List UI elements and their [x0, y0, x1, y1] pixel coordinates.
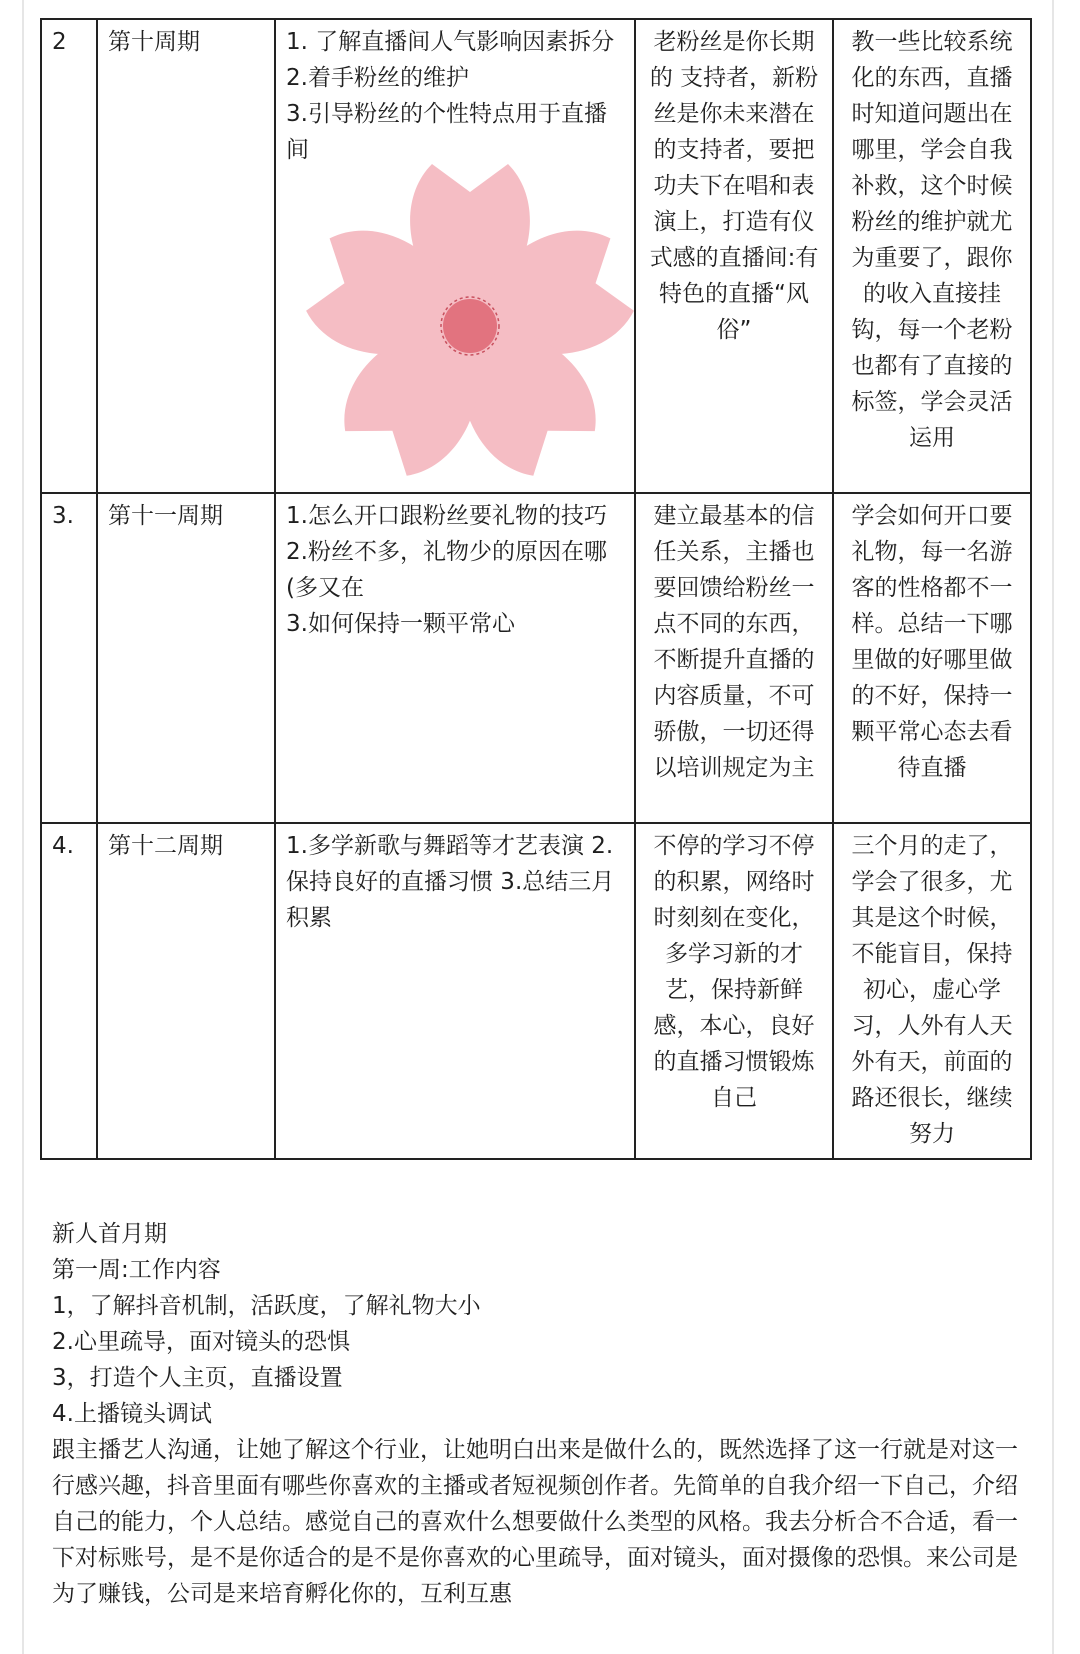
notes-section [52, 1216, 1027, 1612]
content-line: 2.粉丝不多，礼物少的原因在哪(多又在 [286, 539, 607, 601]
row-number: 4. [41, 823, 97, 1159]
row-number: 3. [41, 493, 97, 823]
row-note: 三个月的走了，学会了很多，尤其是这个时候，不能盲目，保持初心，虚心学习，人外有人天外有天，前面的路还很长，继续努力 [833, 823, 1031, 1159]
table-row [41, 493, 1031, 823]
notes-item: 2.心里疏导，面对镜头的恐惧 [52, 1329, 350, 1355]
notes-item: 4.上播镜头调试 [52, 1401, 212, 1427]
row-week: 第十一周期 [97, 493, 275, 823]
row-content [275, 19, 635, 493]
content-line: 1. 了解直播间人气影响因素拆分 [286, 29, 615, 55]
row-note: 学会如何开口要礼物，每一名游客的性格都不一样。总结一下哪里做的好哪里做的不好，保持一颗平常心态去看待直播 [833, 493, 1031, 823]
row-content [275, 823, 635, 1159]
row-content [275, 493, 635, 823]
row-goal: 建立最基本的信任关系，主播也要回馈给粉丝一点不同的东西，不断提升直播的内容质量，不可骄傲，一切还得以培训规定为主 [635, 493, 833, 823]
notes-paragraph: 跟主播艺人沟通，让她了解这个行业，让她明白出来是做什么的，既然选择了这一行就是对这一行感兴趣，抖音里面有哪些你喜欢的主播或者短视频创作者。先简单的自我介绍一下自己，介绍自己的能力，个人总结。感觉自己的喜欢什么想要做什么类型的风格。我去分析合不合适，看一下对标账号，是不是你适合的是不是你喜欢的心里疏导，面对镜头，面对摄像的恐惧。来公司是为了赚钱，公司是来培育孵化你的，互利互惠 [52, 1437, 1018, 1607]
page-edge-right [1052, 0, 1054, 1654]
row-number: 2 [41, 19, 97, 493]
notes-item: 3，打造个人主页，直播设置 [52, 1365, 343, 1391]
table-row [41, 823, 1031, 1159]
notes-item: 1，了解抖音机制，活跃度，了解礼物大小 [52, 1293, 481, 1319]
content-line: 3.引导粉丝的个性特点用于直播间 [286, 101, 607, 163]
row-note: 教一些比较系统化的东西，直播时知道问题出在哪里，学会自我补救，这个时候粉丝的维护就尤为重要了，跟你的收入直接挂钩，每一个老粉也都有了直接的标签，学会灵活运用 [833, 19, 1031, 493]
notes-heading: 新人首月期 [52, 1221, 167, 1247]
content-line: 1.多学新歌与舞蹈等才艺表演 2.保持良好的直播习惯 3.总结三月积累 [286, 833, 615, 931]
content-line: 1.怎么开口跟粉丝要礼物的技巧 [286, 503, 607, 529]
content-line: 3.如何保持一颗平常心 [286, 611, 515, 637]
page-edge-left [22, 0, 24, 1654]
content-line: 2.着手粉丝的维护 [286, 65, 469, 91]
row-goal: 不停的学习不停的积累，网络时时刻刻在变化，多学习新的才艺，保持新鲜感，本心，良好的直播习惯锻炼自己 [635, 823, 833, 1159]
row-goal: 老粉丝是你长期的 支持者，新粉丝是你未来潜在的支持者，要把功夫下在唱和表演上，打造有仪式感的直播间:有特色的直播“风俗” [635, 19, 833, 493]
row-week: 第十二周期 [97, 823, 275, 1159]
training-plan-table [40, 18, 1032, 1160]
notes-subheading: 第一周:工作内容 [52, 1257, 221, 1283]
row-week: 第十周期 [97, 19, 275, 493]
table-row [41, 19, 1031, 493]
